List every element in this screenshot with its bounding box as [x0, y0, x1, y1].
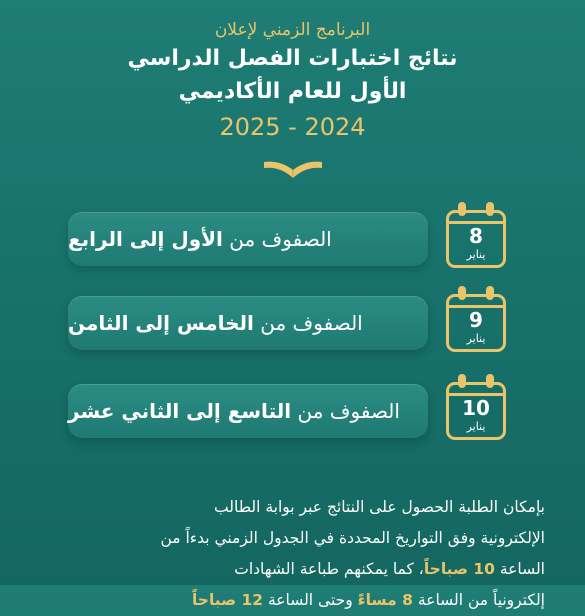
calendar-day: 9	[469, 308, 483, 332]
schedule-row-2	[68, 296, 518, 350]
calendar-icon	[444, 374, 510, 444]
schedule-row-3	[68, 384, 518, 438]
header-subtitle: البرنامج الزمني لإعلان	[214, 20, 371, 40]
header-title-line1: نتائج اختبارات الفصل الدراسي	[127, 46, 458, 71]
schedule-row-1	[68, 212, 518, 266]
note-line-2: الإلكترونية وفق التواريخ المحددة في الجدول الزمني بدءاً من	[160, 529, 545, 547]
schedule-pill	[68, 296, 428, 350]
calendar-month: يناير	[466, 332, 486, 345]
calendar-day: 8	[469, 224, 483, 248]
calendar-icon	[444, 286, 510, 356]
time-highlight: 8 مساءً	[357, 591, 413, 609]
calendar-icon	[444, 202, 510, 272]
schedule-label: الصفوف من الأول إلى الرابع	[68, 227, 332, 251]
time-highlight: 12 صباحاً	[191, 591, 264, 609]
note-line-4: إلكترونياً من الساعة 8 مساءً وحتى الساعة 12 صباحاً	[191, 591, 545, 609]
calendar-month: يناير	[466, 420, 486, 433]
calendar-month: يناير	[466, 248, 486, 261]
schedule-label: الصفوف من الخامس إلى الثامن	[68, 311, 363, 335]
header	[0, 18, 585, 142]
schedule-pill	[68, 384, 428, 438]
results-note	[40, 492, 545, 616]
schedule-label: الصفوف من التاسع إلى الثاني عشر	[68, 399, 400, 423]
open-book-icon	[262, 158, 324, 184]
note-line-1: بإمكان الطلبة الحصول على النتائج عبر بوابة الطالب	[214, 498, 545, 516]
header-title-line2: الأول للعام الأكاديمي	[178, 79, 407, 104]
time-highlight: 10 صباحاً	[423, 560, 495, 578]
note-line-3: الساعة 10 صباحاً، كما يمكنهم طباعة الشهادات	[234, 560, 545, 578]
schedule-pill	[68, 212, 428, 266]
calendar-day: 10	[462, 396, 490, 420]
academic-year: 2025 - 2024	[219, 113, 366, 141]
